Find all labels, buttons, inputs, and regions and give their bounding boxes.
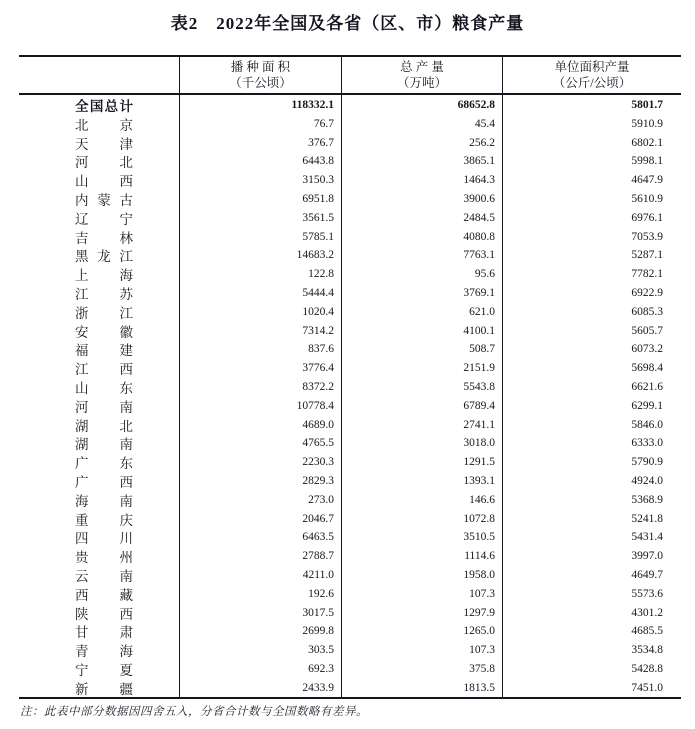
sown-area-cell: 118332.1	[180, 95, 342, 115]
region-name: 天 津	[75, 136, 133, 152]
table-row	[19, 321, 681, 340]
header-unit-yield-unit: （公斤/公顷）	[552, 76, 632, 90]
table-row	[19, 95, 681, 114]
region-cell	[19, 302, 180, 322]
unit-yield-cell: 5698.4	[631, 362, 663, 375]
unit-yield-cell: 6073.2	[631, 343, 663, 356]
unit-yield-cell: 5241.8	[631, 512, 663, 525]
sown-area-cell: 2699.8	[180, 621, 342, 641]
region-cell	[19, 640, 180, 660]
table-row	[19, 471, 681, 490]
sown-area-cell: 4765.5	[180, 433, 342, 453]
total-output-cell: 146.6	[342, 490, 503, 510]
region-cell	[19, 170, 180, 190]
table-row	[19, 302, 681, 321]
sown-area-cell: 76.7	[180, 114, 342, 134]
region-name: 湖 南	[75, 437, 133, 453]
region-cell	[19, 227, 180, 247]
unit-yield-cell: 6085.3	[631, 305, 663, 318]
unit-yield-cell: 6333.0	[631, 437, 663, 450]
region-name: 山 西	[75, 174, 133, 190]
region-cell	[19, 377, 180, 397]
sown-area-cell: 2788.7	[180, 546, 342, 566]
table-row	[19, 621, 681, 640]
total-output-cell: 3900.6	[342, 189, 503, 209]
total-output-cell: 1464.3	[342, 170, 503, 190]
region-cell	[19, 339, 180, 359]
region-cell	[19, 433, 180, 453]
total-output-cell: 3018.0	[342, 433, 503, 453]
total-output-cell: 2484.5	[342, 208, 503, 228]
total-output-cell: 1297.9	[342, 603, 503, 623]
sown-area-cell: 5785.1	[180, 227, 342, 247]
region-cell	[19, 471, 180, 491]
unit-yield-cell: 5610.9	[631, 192, 663, 205]
sown-area-cell: 3017.5	[180, 603, 342, 623]
total-output-cell: 107.3	[342, 584, 503, 604]
sown-area-cell: 4211.0	[180, 565, 342, 585]
table-row	[19, 227, 681, 246]
total-output-cell: 4080.8	[342, 227, 503, 247]
total-output-cell: 107.3	[342, 640, 503, 660]
sown-area-cell: 2046.7	[180, 509, 342, 529]
sown-area-cell: 2829.3	[180, 471, 342, 491]
unit-yield-cell: 3534.8	[631, 644, 663, 657]
region-name: 浙 江	[75, 305, 133, 321]
unit-yield-cell: 4924.0	[631, 474, 663, 487]
region-name: 甘 肃	[75, 625, 133, 641]
region-name: 贵 州	[75, 550, 133, 566]
sown-area-cell: 303.5	[180, 640, 342, 660]
sown-area-cell: 3561.5	[180, 208, 342, 228]
sown-area-cell: 273.0	[180, 490, 342, 510]
region-name: 黑 龙 江	[75, 249, 133, 265]
region-name: 青 海	[75, 644, 133, 660]
header-unit-yield-title: 单位面积产量	[554, 60, 630, 74]
unit-yield-cell: 6922.9	[631, 286, 663, 299]
region-cell	[19, 415, 180, 435]
total-output-cell: 95.6	[342, 264, 503, 284]
table-row	[19, 151, 681, 170]
sown-area-cell: 5444.4	[180, 283, 342, 303]
table-header-row	[19, 57, 681, 95]
total-output-cell: 621.0	[342, 302, 503, 322]
total-output-cell: 4100.1	[342, 321, 503, 341]
region-name: 河 北	[75, 155, 133, 171]
region-name: 重 庆	[75, 512, 133, 528]
region-name: 新 疆	[75, 681, 133, 697]
unit-yield-cell: 5910.9	[631, 117, 663, 130]
total-output-cell: 1114.6	[342, 546, 503, 566]
sown-area-cell: 1020.4	[180, 302, 342, 322]
region-cell	[19, 133, 180, 153]
header-region-column	[19, 57, 180, 93]
table-row	[19, 565, 681, 584]
region-name: 北 京	[75, 117, 133, 133]
unit-yield-cell: 3997.0	[631, 550, 663, 563]
sown-area-cell: 6951.8	[180, 189, 342, 209]
sown-area-cell: 7314.2	[180, 321, 342, 341]
total-output-cell: 1813.5	[342, 678, 503, 698]
region-name: 江 苏	[75, 286, 133, 302]
region-cell	[19, 621, 180, 641]
table-row	[19, 490, 681, 509]
region-name: 辽 宁	[75, 211, 133, 227]
table-row	[19, 208, 681, 227]
total-output-cell: 6789.4	[342, 396, 503, 416]
sown-area-cell: 10778.4	[180, 396, 342, 416]
region-cell	[19, 321, 180, 341]
region-name: 宁 夏	[75, 662, 133, 678]
table-footnote: 注：此表中部分数据因四舍五入，分省合计数与全国数略有差异。	[20, 706, 368, 718]
region-name: 广 西	[75, 474, 133, 490]
region-cell	[19, 151, 180, 171]
region-cell	[19, 283, 180, 303]
total-output-cell: 256.2	[342, 133, 503, 153]
sown-area-cell: 837.6	[180, 339, 342, 359]
region-cell	[19, 659, 180, 679]
total-output-cell: 7763.1	[342, 245, 503, 265]
total-output-cell: 2741.1	[342, 415, 503, 435]
unit-yield-cell: 4647.9	[631, 174, 663, 187]
total-output-cell: 1265.0	[342, 621, 503, 641]
unit-yield-cell: 7053.9	[631, 230, 663, 243]
unit-yield-cell: 5846.0	[631, 418, 663, 431]
table-row	[19, 678, 681, 697]
unit-yield-cell: 5368.9	[631, 493, 663, 506]
table-row	[19, 527, 681, 546]
unit-yield-cell: 6621.6	[631, 380, 663, 393]
region-cell	[19, 490, 180, 510]
total-output-cell: 3510.5	[342, 527, 503, 547]
sown-area-cell: 692.3	[180, 659, 342, 679]
table-row	[19, 640, 681, 659]
table-row	[19, 283, 681, 302]
region-name: 陕 西	[75, 606, 133, 622]
sown-area-cell: 376.7	[180, 133, 342, 153]
total-output-cell: 375.8	[342, 659, 503, 679]
header-unit-yield	[503, 57, 681, 93]
region-cell	[19, 358, 180, 378]
region-name: 内 蒙 古	[75, 192, 133, 208]
table-row	[19, 377, 681, 396]
total-output-cell: 3865.1	[342, 151, 503, 171]
total-output-cell: 45.4	[342, 114, 503, 134]
region-name: 广 东	[75, 456, 133, 472]
grain-production-table	[19, 55, 681, 699]
region-cell	[19, 546, 180, 566]
header-sown-area-unit: （千公顷）	[229, 76, 292, 90]
total-output-cell: 3769.1	[342, 283, 503, 303]
sown-area-cell: 2433.9	[180, 678, 342, 698]
sown-area-cell: 4689.0	[180, 415, 342, 435]
table-row	[19, 114, 681, 133]
unit-yield-cell: 5573.6	[631, 587, 663, 600]
region-name: 上 海	[75, 268, 133, 284]
region-cell	[19, 509, 180, 529]
region-cell	[19, 245, 180, 265]
table-row	[19, 396, 681, 415]
unit-yield-cell: 4301.2	[631, 606, 663, 619]
table-body	[19, 95, 681, 697]
header-sown-area	[180, 57, 342, 93]
header-sown-area-title: 播 种 面 积	[230, 60, 291, 74]
region-cell	[19, 678, 180, 698]
table-row	[19, 245, 681, 264]
region-cell	[19, 452, 180, 472]
unit-yield-cell: 6976.1	[631, 211, 663, 224]
header-total-output-unit: （万吨）	[396, 76, 447, 90]
table-row	[19, 546, 681, 565]
unit-yield-cell: 7451.0	[631, 681, 663, 694]
total-output-cell: 1958.0	[342, 565, 503, 585]
page-title: 表2 2022年全国及各省（区、市）粮食产量	[170, 14, 525, 33]
region-name: 安 徽	[75, 324, 133, 340]
total-output-cell: 508.7	[342, 339, 503, 359]
region-cell	[19, 396, 180, 416]
region-name: 江 西	[75, 362, 133, 378]
region-cell	[19, 565, 180, 585]
sown-area-cell: 8372.2	[180, 377, 342, 397]
region-cell	[19, 603, 180, 623]
sown-area-cell: 3150.3	[180, 170, 342, 190]
sown-area-cell: 3776.4	[180, 358, 342, 378]
total-output-cell: 1393.1	[342, 471, 503, 491]
region-name: 四 川	[75, 531, 133, 547]
region-cell	[19, 264, 180, 284]
sown-area-cell: 6463.5	[180, 527, 342, 547]
unit-yield-cell: 5790.9	[631, 456, 663, 469]
region-cell	[19, 527, 180, 547]
region-cell	[19, 189, 180, 209]
region-name: 西 藏	[75, 587, 133, 603]
header-total-output	[342, 57, 503, 93]
sown-area-cell: 192.6	[180, 584, 342, 604]
unit-yield-cell: 5431.4	[631, 531, 663, 544]
sown-area-cell: 14683.2	[180, 245, 342, 265]
table-row	[19, 452, 681, 471]
region-name: 海 南	[75, 493, 133, 509]
table-row	[19, 659, 681, 678]
unit-yield-cell: 5801.7	[631, 99, 663, 111]
table-row	[19, 603, 681, 622]
unit-yield-cell: 7782.1	[631, 268, 663, 281]
unit-yield-cell: 6802.1	[631, 136, 663, 149]
table-row	[19, 584, 681, 603]
unit-yield-cell: 5998.1	[631, 155, 663, 168]
region-cell	[19, 114, 180, 134]
total-output-cell: 68652.8	[342, 95, 503, 115]
region-name: 吉 林	[75, 230, 133, 246]
unit-yield-cell: 5605.7	[631, 324, 663, 337]
table-row	[19, 170, 681, 189]
region-name: 河 南	[75, 399, 133, 415]
unit-yield-cell: 4685.5	[631, 625, 663, 638]
table-row	[19, 264, 681, 283]
total-output-cell: 2151.9	[342, 358, 503, 378]
table-row	[19, 509, 681, 528]
unit-yield-cell: 6299.1	[631, 399, 663, 412]
table-row	[19, 189, 681, 208]
table-row	[19, 358, 681, 377]
header-total-output-title: 总 产 量	[400, 60, 444, 74]
region-cell	[19, 584, 180, 604]
region-name: 福 建	[75, 343, 133, 359]
unit-yield-cell: 5287.1	[631, 249, 663, 262]
region-name: 全 国 总 计	[75, 99, 133, 114]
sown-area-cell: 122.8	[180, 264, 342, 284]
sown-area-cell: 2230.3	[180, 452, 342, 472]
table-row	[19, 133, 681, 152]
total-output-cell: 1072.8	[342, 509, 503, 529]
table-row	[19, 415, 681, 434]
region-name: 山 东	[75, 380, 133, 396]
region-cell	[19, 95, 180, 115]
sown-area-cell: 6443.8	[180, 151, 342, 171]
unit-yield-cell: 4649.7	[631, 568, 663, 581]
region-name: 云 南	[75, 568, 133, 584]
unit-yield-cell: 5428.8	[631, 662, 663, 675]
table-row	[19, 433, 681, 452]
total-output-cell: 5543.8	[342, 377, 503, 397]
total-output-cell: 1291.5	[342, 452, 503, 472]
table-row	[19, 339, 681, 358]
region-name: 湖 北	[75, 418, 133, 434]
region-cell	[19, 208, 180, 228]
